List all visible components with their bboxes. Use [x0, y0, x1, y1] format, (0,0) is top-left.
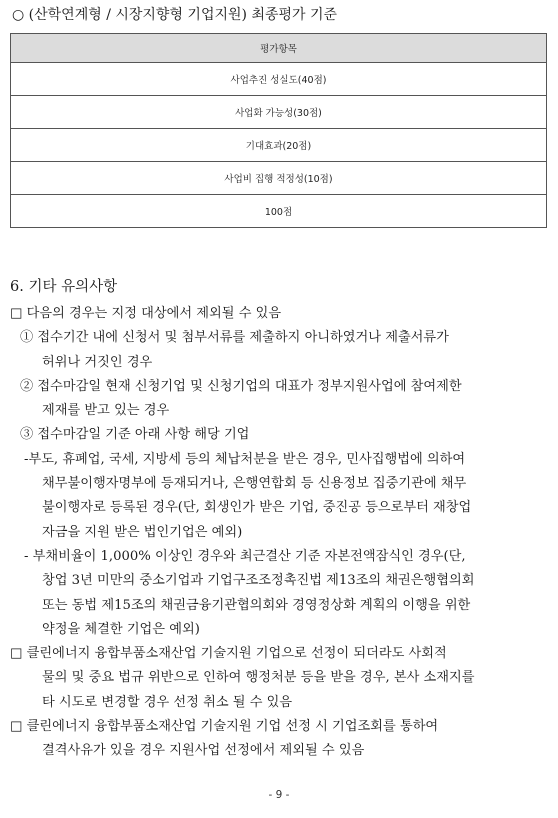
evaluation-table — [10, 33, 547, 228]
note-line: □ 다음의 경우는 지정 대상에서 제외될 수 있음 — [10, 306, 282, 321]
note-line: 또는 동법 제15조의 채권금융기관협의회와 경영정상화 계획의 이행을 위한 — [42, 597, 471, 613]
note-line: 채무불이행자명부에 등재되거나, 은행연합회 등 신용정보 집중기관에 채무 — [42, 476, 467, 492]
page-number: - 9 - — [268, 789, 290, 801]
note-line: 창업 3년 미만의 중소기업과 기업구조조정촉진법 제13조의 채권은행협의회 — [42, 573, 475, 589]
table-row — [11, 63, 547, 96]
note-line: □ 클린에너지 융합부품소재산업 기술지원 기업 선정 시 기업조회를 통하여 — [10, 719, 439, 735]
note-line: 결격사유가 있을 경우 지원사업 선정에서 제외될 수 있음 — [42, 743, 365, 759]
note-line: - 부채비율이 1,000% 이상인 경우와 최근결산 기준 자본전액잠식인 경우(단, — [24, 548, 466, 564]
note-line: ③ 접수마감일 기준 아래 사항 해당 기업 — [20, 427, 250, 443]
note-line: 불이행자로 등록된 경우(단, 회생인가 받은 기업, 중진공 등으로부터 재창업 — [42, 500, 472, 516]
note-line: 제재를 받고 있는 경우 — [42, 403, 170, 419]
section6-title: 6. 기타 유의사항 — [10, 279, 118, 295]
note-line: -부도, 휴폐업, 국세, 지방세 등의 체납처분을 받은 경우, 민사집행법에 의하여 — [24, 451, 466, 467]
table-cell: 사업추진 성실도(40점) — [11, 63, 547, 96]
notes-body — [10, 302, 548, 764]
table-header-row — [11, 34, 547, 63]
note-line: 자금을 지원 받은 법인기업은 예외) — [42, 524, 243, 540]
table-cell: 사업화 가능성(30점) — [11, 96, 547, 129]
table-row — [11, 195, 547, 228]
note-line: ① 접수기간 내에 신청서 및 첨부서류를 제출하지 아니하였거나 제출서류가 — [20, 330, 449, 346]
note-line: 물의 및 중요 법규 위반으로 인하여 행정처분 등을 받을 경우, 본사 소재지를 — [42, 670, 475, 686]
table-row — [11, 162, 547, 195]
table-cell: 사업비 집행 적정성(10점) — [11, 162, 547, 195]
table-row — [11, 129, 547, 162]
section-heading: ○ (산학연계형 / 시장지향형 기업지원) 최종평가 기준 — [12, 7, 338, 23]
table-cell: 100점 — [11, 195, 547, 228]
table-cell: 기대효과(20점) — [11, 129, 547, 162]
note-line: □ 클린에너지 융합부품소재산업 기술지원 기업으로 선정이 되더라도 사회적 — [10, 646, 447, 662]
table-header-cell: 평가항목 — [11, 34, 547, 63]
note-line: ② 접수마감일 현재 신청기업 및 신청기업의 대표가 정부지원사업에 참여제한 — [20, 378, 462, 394]
note-line: 허위나 거짓인 경우 — [42, 354, 153, 370]
note-line: 약정을 체결한 기업은 예외) — [42, 621, 200, 637]
note-line: 타 시도로 변경할 경우 선정 취소 될 수 있음 — [42, 694, 293, 710]
table-row — [11, 96, 547, 129]
